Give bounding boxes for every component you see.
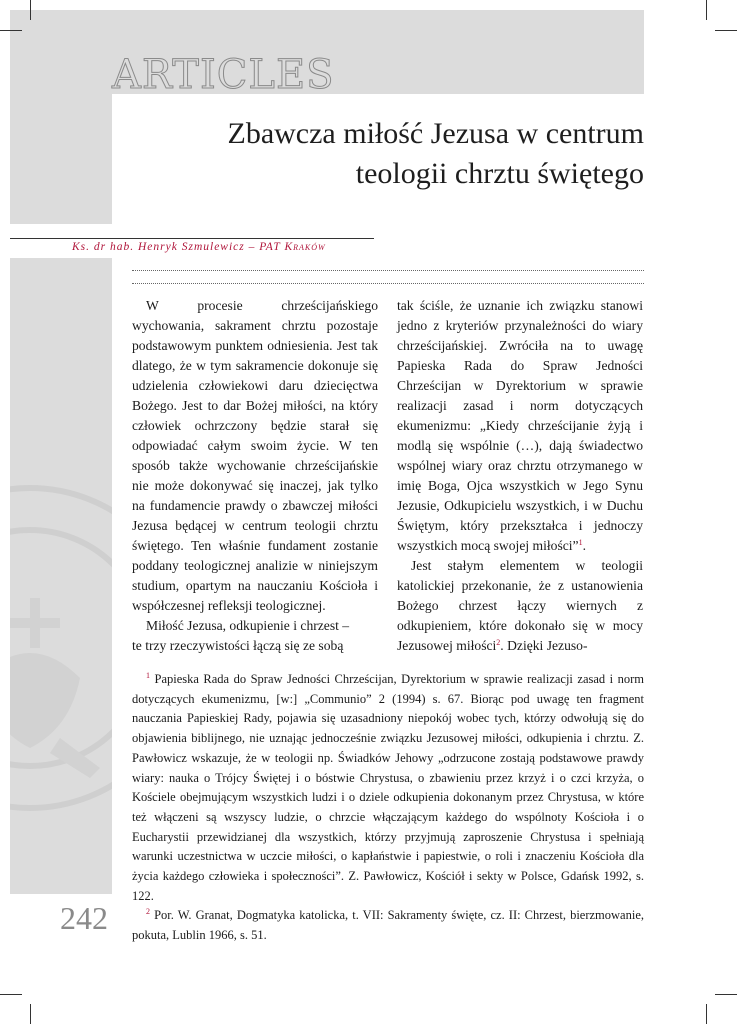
page-number: 242 xyxy=(60,900,108,936)
author-name: Ks. dr hab. Henryk Szmulewicz – PAT xyxy=(72,241,285,253)
crop-mark xyxy=(0,994,22,995)
body-paragraph-2-cont: tak ściśle, że uznanie ich związku stanowi jedno z kryteriów przynależności do wiary chrześcijańskiej. Zwróciła na to uwagę Papieska Rada do Spraw Jedności Chrześcijan w Dyrektorium w sprawie realizacji zasad i norm dotyczących ekumenizmu: „Kiedy chrześcijanie żyją i modlą się wspólnie (…), dają świadectwo wspólnej wiary oraz chrztu otrzymanego w imię Boga, Ojca wszystkich w Jego Synu Jezusie, Odkupicielu wszystkich, i w Duchu Świętym, który przekształca i jednoczy wszystkich mocą swojej miłości”$^1$. xyxy=(397,298,643,553)
body-column-left xyxy=(132,296,378,656)
crop-mark xyxy=(30,0,31,20)
title-line-2: teologii chrztu świętego xyxy=(355,157,644,190)
crop-mark xyxy=(715,994,737,995)
footnote-1 xyxy=(132,670,644,906)
author-city: Kraków xyxy=(284,241,326,253)
crop-mark xyxy=(0,30,22,31)
title-line-1: Zbawcza miłość Jezusa w centrum xyxy=(227,117,644,150)
article-title xyxy=(124,114,644,194)
footnote-marker-1: 1 xyxy=(146,671,150,680)
body-paragraph-3: Jest stałym elementem w teologii katolickiej przekonanie, że z ustanowienia Bożego chrzest łączy wiernych z odkupieniem, które dokonało się w mocy Jezusowej miłości$^2$. Dzięki Jezuso- xyxy=(397,558,643,653)
footnote-1-text: Papieska Rada do Spraw Jedności Chrześcijan, Dyrektorium w sprawie realizacji zasad i norm dotyczących ekumenizmu, [w:] „Communio” 2 (1994) s. 67. Biorąc pod uwagę ten fragment nauczania Papieskiej Rady, pojawia się uzasadniony niepokój wobec tych, którzy odwołują się do objawienia biblijnego, nie uznając jednocześnie związku Jezusowej miłości, odkupienia i chrztu. Z. Pawłowicz wskazuje, że w teologii np. Świadków Jehowy „odrzucone zostają podstawowe prawdy wiary: nauka o Trójcy Świętej i o bóstwie Chrystusa, o zbawieniu przez krzyż i o czci krzyża, o Kościele obejmującym wszystkich ludzi i o dziele odkupienia dokonanym przez Chrystusa, w które też włączeni są wszyscy ludzie, o chrzcie włączającym każdego do wspólnoty Kościoła i o Eucharystii przewidzianej dla wszystkich, którzy przyjmują zaproszenie Chrystusa i spełniają warunki uczestnictwa w uczcie miłości, o kapłaństwie i papiestwie, o roli i znaczeniu Kościoła dla życia każdego człowieka i społeczności”. Z. Pawłowicz, Kościół i sekty w Polsce, Gdańsk 1992, s. 122. xyxy=(132,672,644,903)
author-line xyxy=(72,241,326,253)
dotted-rule xyxy=(132,270,644,271)
author-rule xyxy=(10,238,374,239)
body-column-right xyxy=(397,296,643,656)
university-seal-watermark-icon xyxy=(10,478,112,818)
crop-mark xyxy=(706,0,707,20)
crop-mark xyxy=(715,30,737,31)
crop-mark xyxy=(30,1004,31,1024)
footnote-marker-2: 2 xyxy=(146,907,150,917)
dotted-rule xyxy=(132,283,644,284)
footnote-2-text: Por. W. Granat, Dogmatyka katolicka, t. VII: Sakramenty święte, cz. II: Chrzest, bierzmowanie, pokuta, Lublin 1966, s. 51. xyxy=(132,908,645,943)
body-paragraph-1: W procesie chrześcijańskiego wychowania, sakrament chrztu pozostaje podstawowym punktem odniesienia. Jest tak dlatego, że w tym sakramencie dokonuje się udzielenia człowiekowi daru dziecięctwa Bożego. Jest to dar Bożej miłości, na który człowiek ochrzczony będzie starał się odpowiadać całym swoim życie. W ten sposób także wychowanie chrześcijańskie nie może dokonywać się inaczej, jak tylko na fundamencie prawdy o zbawczej miłości Jezusa będącej w centrum teologii chrztu świętego. Ten właśnie fundament zostanie poddany teologicznej analizie w niniejszym studium, opartym na nauczaniu Kościoła i współczesnej refleksji teologicznej. xyxy=(132,298,378,613)
footnote-2 xyxy=(132,906,644,945)
body-paragraph-2-start: Miłość Jezusa, odkupienie i chrzest – te trzy rzeczywistości łączą się ze sobą xyxy=(132,618,350,653)
footnote-ref-1[interactable]: 1 xyxy=(578,538,583,547)
section-label: ARTICLES xyxy=(112,52,335,98)
crop-mark xyxy=(706,1004,707,1024)
footnote-ref-2[interactable]: 2 xyxy=(496,638,501,647)
footnotes xyxy=(132,670,644,946)
side-gray-panel xyxy=(10,258,112,894)
